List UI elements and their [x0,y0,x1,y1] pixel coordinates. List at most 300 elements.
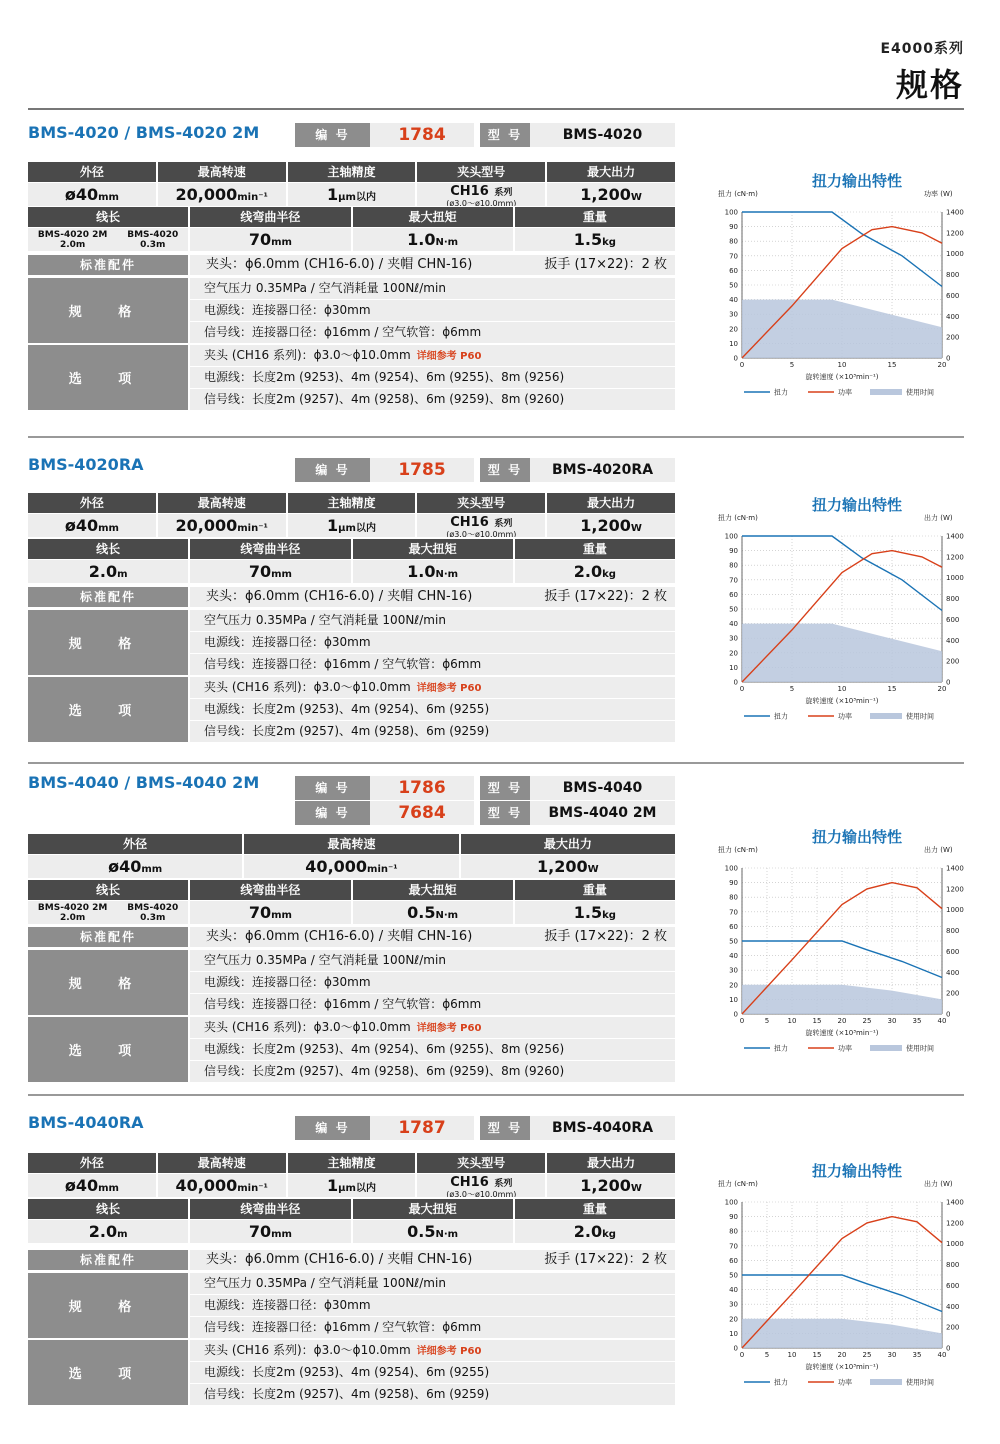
y2-tick-label: 0 [946,354,951,363]
y2-tick-label: 800 [946,595,960,604]
chart-title: 扭力输出特性 [811,496,903,514]
id-row [295,123,675,147]
spec-value: 70mm [190,560,350,583]
y-tick-label: 0 [733,678,738,687]
standard-accessories [28,1250,675,1270]
id-row [295,1116,675,1140]
spec-block [28,950,675,1015]
spec-line: 电源线：连接器口径：ϕ30mm [190,1295,675,1316]
y-tick-label: 20 [729,1315,738,1324]
option-line: 电源线：长度2m (9253)、4m (9254)、6m (9255)、8m (9256) [190,367,675,388]
chart-svg [712,826,982,1056]
code-value: 1785 [370,458,474,482]
x-tick-label: 15 [887,361,897,369]
code-label: 编 号 [295,458,370,482]
standard-accessories [28,587,675,607]
y2-axis-label: 功率 (W) [924,190,953,198]
option-line: 夹头 (CH16 系列)：ϕ3.0～ϕ10.0mm 详细参考 P60 [190,1340,675,1361]
spec-header: 最高转速 [158,162,286,182]
torque-chart [712,826,982,1056]
type-label: 型 号 [480,123,530,147]
code-value: 7684 [370,801,474,825]
spec-header: 夹头型号 [417,1153,545,1173]
spec-header: 线弯曲半径 [190,880,350,900]
type-label: 型 号 [480,776,530,800]
page-title: 规格 [895,66,964,104]
spec-header: 最大出力 [547,1153,675,1173]
legend-swatch-time [870,389,902,395]
spec-value: 70mm [190,228,350,251]
x-tick-label: 20 [937,685,947,693]
spec-header: 最高转速 [158,493,286,513]
option-block [28,345,675,410]
y-tick-label: 40 [729,952,738,961]
y-tick-label: 20 [729,649,738,658]
spec-header: 最大扭矩 [353,207,513,227]
x-tick-label: 5 [764,1351,770,1359]
x-axis-label: 旋转速度 (×10³min⁻¹) [805,1363,879,1371]
standard-chuck: 夹头：ϕ6.0mm (CH16-6.0) / 夹帽 CHN-16) [206,589,473,604]
spec-header: 夹头型号 [417,493,545,513]
y2-tick-label: 400 [946,312,960,321]
x-tick-label: 10 [787,1351,797,1359]
series-area-time [742,985,942,1014]
spec-header: 重量 [515,1199,675,1219]
option-label: 选 项 [28,1017,188,1082]
y-tick-label: 50 [729,1271,738,1280]
x-tick-label: 40 [937,1351,947,1359]
standard-label: 标准配件 [28,1250,188,1270]
y2-tick-label: 600 [946,1281,960,1290]
torque-chart [712,494,982,724]
y2-tick-label: 0 [946,1010,951,1019]
standard-wrench: 扳手 (17×22)：2 枚 [544,1252,667,1267]
spec-value-row [28,855,675,878]
x-tick-label: 30 [887,1351,897,1359]
spec-label: 规 格 [28,950,188,1015]
spec-header: 线弯曲半径 [190,207,350,227]
legend-swatch-time [870,713,902,719]
spec-value: 1.5kg [515,901,675,924]
spec-value: 1,200W [547,514,675,537]
spec-header-row [28,493,675,513]
x-tick-label: 35 [912,1017,922,1025]
y-tick-label: 80 [729,237,738,246]
y-tick-label: 40 [729,1286,738,1295]
spec-value: 40,000min⁻¹ [244,855,458,878]
y-tick-label: 100 [724,532,738,541]
spec-header: 线弯曲半径 [190,539,350,559]
option-label: 选 项 [28,345,188,410]
model-value: BMS-4040 [530,776,675,800]
spec-value: 0.5N·m [353,1220,513,1243]
chart-title: 扭力输出特性 [811,828,903,846]
y-tick-label: 30 [729,634,738,643]
spec-value: 2.0kg [515,1220,675,1243]
x-tick-label: 5 [764,1017,770,1025]
spec-header: 主轴精度 [288,162,416,182]
legend-time: 使用时间 [906,712,934,721]
spec-header: 重量 [515,880,675,900]
x-tick-label: 40 [937,1017,947,1025]
chart-title: 扭力输出特性 [811,172,903,190]
spec-label: 规 格 [28,1273,188,1338]
header-divider [28,108,964,110]
series-area-time [742,300,942,358]
option-line: 电源线：长度2m (9253)、4m (9254)、6m (9255) [190,1362,675,1383]
spec-header: 外径 [28,1153,156,1173]
legend-torque: 扭力 [774,1378,788,1387]
y-tick-label: 20 [729,981,738,990]
y2-tick-label: 1000 [946,906,964,915]
wire-length-values: BMS-4020 2M 2.0m BMS-4020 0.3m [28,901,188,924]
spec-value-row-2 [28,228,675,251]
y-tick-label: 70 [729,576,738,585]
spec-line: 空气压力 0.35MPa / 空气消耗量 100Nℓ/min [190,278,675,299]
y-tick-label: 30 [729,1300,738,1309]
y-tick-label: 40 [729,620,738,629]
spec-value: 20,000min⁻¹ [158,514,286,537]
code-label: 编 号 [295,801,370,825]
model-value: BMS-4040 2M [530,801,675,825]
spec-header-row-2 [28,207,675,227]
y2-tick-label: 1200 [946,229,964,238]
spec-value-row-2 [28,560,675,583]
option-line: 电源线：长度2m (9253)、4m (9254)、6m (9255) [190,699,675,720]
legend-power: 功率 [838,712,852,721]
spec-header-row [28,834,675,854]
spec-value: 0.5N·m [353,901,513,924]
spec-header: 最大出力 [547,162,675,182]
spec-line: 信号线：连接器口径：ϕ16mm / 空气软管：ϕ6mm [190,1317,675,1338]
x-tick-label: 15 [812,1017,822,1025]
y-tick-label: 60 [729,1256,738,1265]
type-label: 型 号 [480,801,530,825]
y2-tick-label: 1400 [946,1198,964,1207]
spec-header-row [28,1153,675,1173]
type-label: 型 号 [480,1116,530,1140]
spec-value: 1,200W [461,855,675,878]
y-axis-label: 扭力 (cN·m) [718,190,758,198]
id-row [295,776,675,800]
chart-svg [712,170,982,400]
x-tick-label: 5 [789,685,795,693]
option-line: 信号线：长度2m (9257)、4m (9258)、6m (9259)、8m (9260) [190,1061,675,1082]
spec-header: 最大扭矩 [353,1199,513,1219]
spec-value: ø40mm [28,514,156,537]
spec-header: 重量 [515,539,675,559]
spec-value: 1,200W [547,1174,675,1197]
section-divider [28,436,964,438]
y-tick-label: 100 [724,208,738,217]
legend-time: 使用时间 [906,1044,934,1053]
y-tick-label: 10 [729,995,738,1004]
y-axis-label: 扭力 (cN·m) [718,514,758,522]
spec-line: 电源线：连接器口径：ϕ30mm [190,300,675,321]
x-axis-label: 旋转速度 (×10³min⁻¹) [805,697,879,705]
spec-header-row [28,162,675,182]
detail-ref: 详细参考 P60 [416,1346,482,1357]
torque-chart [712,1160,982,1390]
chart-svg [712,1160,982,1390]
y-tick-label: 30 [729,310,738,319]
product-title: BMS-4040RA [28,1113,144,1132]
x-tick-label: 30 [887,1017,897,1025]
spec-line: 空气压力 0.35MPa / 空气消耗量 100Nℓ/min [190,950,675,971]
spec-header: 主轴精度 [288,1153,416,1173]
spec-block [28,278,675,343]
spec-header: 线长 [28,539,188,559]
spec-value-row [28,1174,675,1197]
spec-block [28,610,675,675]
y2-tick-label: 1000 [946,1240,964,1249]
option-line: 信号线：长度2m (9257)、4m (9258)、6m (9259) [190,721,675,742]
spec-header: 外径 [28,834,242,854]
spec-value: 1,200W [547,183,675,206]
spec-header: 重量 [515,207,675,227]
legend-power: 功率 [838,1044,852,1053]
spec-value: 20,000min⁻¹ [158,183,286,206]
spec-label: 规 格 [28,610,188,675]
standard-accessories [28,255,675,275]
y2-tick-label: 1400 [946,864,964,873]
standard-label: 标准配件 [28,927,188,947]
y-tick-label: 100 [724,1198,738,1207]
y-tick-label: 70 [729,908,738,917]
y-tick-label: 0 [733,354,738,363]
spec-block [28,1273,675,1338]
code-label: 编 号 [295,776,370,800]
spec-value: ø40mm [28,1174,156,1197]
spec-line: 电源线：连接器口径：ϕ30mm [190,632,675,653]
spec-header: 线长 [28,207,188,227]
id-row [295,458,675,482]
spec-line: 电源线：连接器口径：ϕ30mm [190,972,675,993]
standard-chuck: 夹头：ϕ6.0mm (CH16-6.0) / 夹帽 CHN-16) [206,1252,473,1267]
legend-torque: 扭力 [774,712,788,721]
spec-line: 空气压力 0.35MPa / 空气消耗量 100Nℓ/min [190,610,675,631]
code-label: 编 号 [295,1116,370,1140]
y2-tick-label: 200 [946,989,960,998]
y2-tick-label: 1400 [946,532,964,541]
y-tick-label: 0 [733,1010,738,1019]
x-axis-label: 旋转速度 (×10³min⁻¹) [805,1029,879,1037]
legend-time: 使用时间 [906,1378,934,1387]
y-tick-label: 10 [729,339,738,348]
y2-tick-label: 600 [946,947,960,956]
y2-tick-label: 400 [946,636,960,645]
x-tick-label: 15 [887,685,897,693]
option-line: 信号线：长度2m (9257)、4m (9258)、6m (9259) [190,1384,675,1405]
section-divider [28,762,964,764]
spec-value: 70mm [190,1220,350,1243]
y-tick-label: 50 [729,937,738,946]
y-tick-label: 40 [729,296,738,305]
legend-torque: 扭力 [774,388,788,397]
option-line: 夹头 (CH16 系列)：ϕ3.0～ϕ10.0mm 详细参考 P60 [190,345,675,366]
spec-header: 夹头型号 [417,162,545,182]
product-title: BMS-4040 / BMS-4040 2M [28,773,260,792]
x-tick-label: 15 [812,1351,822,1359]
chart-title: 扭力输出特性 [811,1162,903,1180]
y-tick-label: 10 [729,1329,738,1338]
y2-tick-label: 1000 [946,250,964,259]
standard-chuck: 夹头：ϕ6.0mm (CH16-6.0) / 夹帽 CHN-16) [206,929,473,944]
y-tick-label: 30 [729,966,738,975]
product-title: BMS-4020 / BMS-4020 2M [28,123,260,142]
option-block [28,1340,675,1405]
x-tick-label: 0 [739,1351,745,1359]
spec-header-row-2 [28,880,675,900]
torque-chart [712,170,982,400]
standard-label: 标准配件 [28,587,188,607]
spec-value-row-2 [28,901,675,924]
option-line: 夹头 (CH16 系列)：ϕ3.0～ϕ10.0mm 详细参考 P60 [190,1017,675,1038]
spec-value: 1μm以内 [288,514,416,537]
option-label: 选 项 [28,1340,188,1405]
chart-svg [712,494,982,724]
option-line: 信号线：长度2m (9257)、4m (9258)、6m (9259)、8m (9260) [190,389,675,410]
spec-label: 规 格 [28,278,188,343]
y2-tick-label: 1200 [946,885,964,894]
y2-tick-label: 200 [946,1323,960,1332]
spec-value-row-2 [28,1220,675,1243]
spec-header-row-2 [28,1199,675,1219]
spec-value: 1.5kg [515,228,675,251]
model-value: BMS-4020 [530,123,675,147]
spec-value: ø40mm [28,183,156,206]
spec-header: 最高转速 [158,1153,286,1173]
legend-power: 功率 [838,1378,852,1387]
y-tick-label: 100 [724,864,738,873]
series-area-time [742,624,942,682]
y-tick-label: 20 [729,325,738,334]
y2-tick-label: 800 [946,271,960,280]
spec-header: 最高转速 [244,834,458,854]
y-tick-label: 70 [729,1242,738,1251]
x-tick-label: 0 [739,1017,745,1025]
y2-tick-label: 600 [946,291,960,300]
y-tick-label: 80 [729,1227,738,1236]
x-tick-label: 25 [862,1017,872,1025]
spec-value: 1μm以内 [288,1174,416,1197]
legend-torque: 扭力 [774,1044,788,1053]
x-tick-label: 10 [837,361,847,369]
y-tick-label: 60 [729,590,738,599]
spec-line: 信号线：连接器口径：ϕ16mm / 空气软管：ϕ6mm [190,654,675,675]
y2-tick-label: 0 [946,1344,951,1353]
spec-value: ø40mm [28,855,242,878]
y2-tick-label: 0 [946,678,951,687]
spec-value: 40,000min⁻¹ [158,1174,286,1197]
spec-value-chuck: CH16 系列 (ø3.0～ø10.0mm) [417,514,545,537]
series-name: E4000系列 [880,41,964,57]
y-tick-label: 80 [729,893,738,902]
y-tick-label: 90 [729,223,738,232]
y-tick-label: 70 [729,252,738,261]
x-tick-label: 10 [837,685,847,693]
y-tick-label: 10 [729,663,738,672]
spec-header: 外径 [28,162,156,182]
type-label: 型 号 [480,458,530,482]
y-tick-label: 50 [729,605,738,614]
legend-swatch-time [870,1045,902,1051]
spec-header: 最大扭矩 [353,539,513,559]
standard-wrench: 扳手 (17×22)：2 枚 [544,929,667,944]
option-line: 夹头 (CH16 系列)：ϕ3.0～ϕ10.0mm 详细参考 P60 [190,677,675,698]
id-row [295,801,675,825]
option-label: 选 项 [28,677,188,742]
spec-value: 70mm [190,901,350,924]
option-line: 电源线：长度2m (9253)、4m (9254)、6m (9255)、8m (9256) [190,1039,675,1060]
y2-tick-label: 400 [946,968,960,977]
option-block [28,677,675,742]
x-tick-label: 35 [912,1351,922,1359]
legend-swatch-time [870,1379,902,1385]
standard-wrench: 扳手 (17×22)：2 枚 [544,257,667,272]
y-axis-label: 扭力 (cN·m) [718,846,758,854]
y2-tick-label: 200 [946,657,960,666]
legend-time: 使用时间 [906,388,934,397]
y2-axis-label: 出力 (W) [924,1180,953,1188]
spec-header: 线弯曲半径 [190,1199,350,1219]
spec-value-chuck: CH16 系列 (ø3.0～ø10.0mm) [417,1174,545,1197]
x-tick-label: 20 [937,361,947,369]
code-value: 1786 [370,776,474,800]
standard-accessories [28,927,675,947]
x-tick-label: 0 [739,685,745,693]
spec-header-row-2 [28,539,675,559]
spec-header: 线长 [28,1199,188,1219]
spec-value-row [28,514,675,537]
y-tick-label: 60 [729,266,738,275]
y-tick-label: 50 [729,281,738,290]
y-axis-label: 扭力 (cN·m) [718,1180,758,1188]
y-tick-label: 80 [729,561,738,570]
spec-header: 最大出力 [547,493,675,513]
code-value: 1787 [370,1116,474,1140]
spec-header: 外径 [28,493,156,513]
x-tick-label: 25 [862,1351,872,1359]
y2-tick-label: 1200 [946,1219,964,1228]
spec-header: 最大出力 [461,834,675,854]
y2-tick-label: 400 [946,1302,960,1311]
x-tick-label: 0 [739,361,745,369]
y2-tick-label: 1400 [946,208,964,217]
x-tick-label: 5 [789,361,795,369]
section-divider [28,1094,964,1096]
spec-value: 2.0kg [515,560,675,583]
spec-line: 空气压力 0.35MPa / 空气消耗量 100Nℓ/min [190,1273,675,1294]
spec-value-chuck: CH16 系列 (ø3.0～ø10.0mm) [417,183,545,206]
y2-tick-label: 600 [946,615,960,624]
detail-ref: 详细参考 P60 [416,351,482,362]
series-area-time [742,1319,942,1348]
wire-length-values: BMS-4020 2M 2.0m BMS-4020 0.3m [28,228,188,251]
spec-value: 1μm以内 [288,183,416,206]
x-tick-label: 20 [837,1351,847,1359]
spec-value: 1.0N·m [353,228,513,251]
spec-value: 1.0N·m [353,560,513,583]
option-block [28,1017,675,1082]
product-title: BMS-4020RA [28,455,144,474]
model-value: BMS-4020RA [530,458,675,482]
standard-label: 标准配件 [28,255,188,275]
standard-wrench: 扳手 (17×22)：2 枚 [544,589,667,604]
y2-tick-label: 1000 [946,574,964,583]
detail-ref: 详细参考 P60 [416,1023,482,1034]
y2-tick-label: 200 [946,333,960,342]
